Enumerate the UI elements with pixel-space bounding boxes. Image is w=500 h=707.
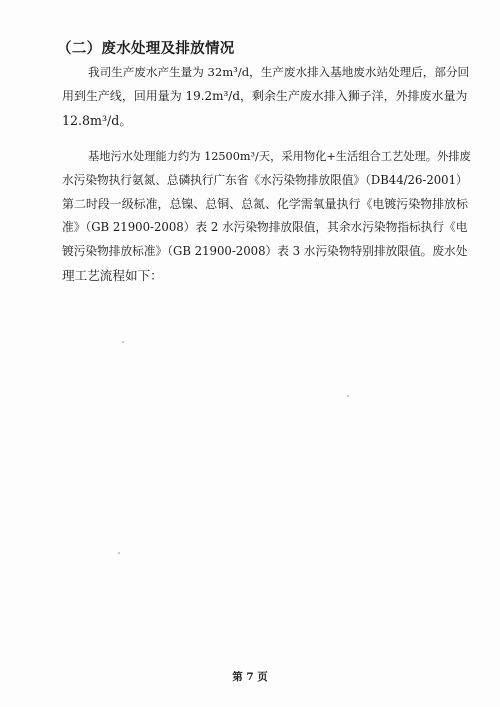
scan-speck bbox=[347, 395, 349, 397]
paragraph-line: 镀污染物排放标准》（GB 21900-2008）表 3 水污染物特别排放限值。废水处 bbox=[62, 244, 468, 259]
paragraph-wastewater-volume bbox=[62, 61, 470, 132]
scan-speck bbox=[118, 552, 120, 554]
paragraph-line: 水污染物执行氨氮、总磷执行广东省《水污染物排放限值》（DB44/26-2001） bbox=[62, 172, 468, 187]
section-heading: （二）废水处理及排放情况 bbox=[57, 41, 235, 57]
paragraph-line: 准》（GB 21900-2008）表 2 水污染物排放限值，其余水污染物指标执行《电 bbox=[62, 220, 468, 235]
paragraph-line: 第二时段一级标准，总镍、总铜、总氮、化学需氧量执行《电镀污染物排放标 bbox=[62, 196, 468, 211]
paragraph-treatment-standards bbox=[62, 145, 470, 288]
paragraph-line: 用到生产线，回用量为 19.2m³/d，剩余生产废水排入狮子洋，外排废水量为 bbox=[62, 88, 468, 103]
paragraph-line: 基地污水处理能力约为 12500m³/天，采用物化+生活组合工艺处理。外排废 bbox=[88, 150, 471, 163]
paragraph-line: 我司生产废水产生量为 32m³/d，生产废水排入基地废水站处理后，部分回 bbox=[88, 65, 470, 79]
paragraph-line: 12.8m³/d。 bbox=[62, 112, 132, 128]
paragraph-line: 理工艺流程如下： bbox=[62, 267, 163, 283]
scan-speck bbox=[122, 341, 124, 343]
page-number: 第 7 页 bbox=[232, 671, 268, 683]
